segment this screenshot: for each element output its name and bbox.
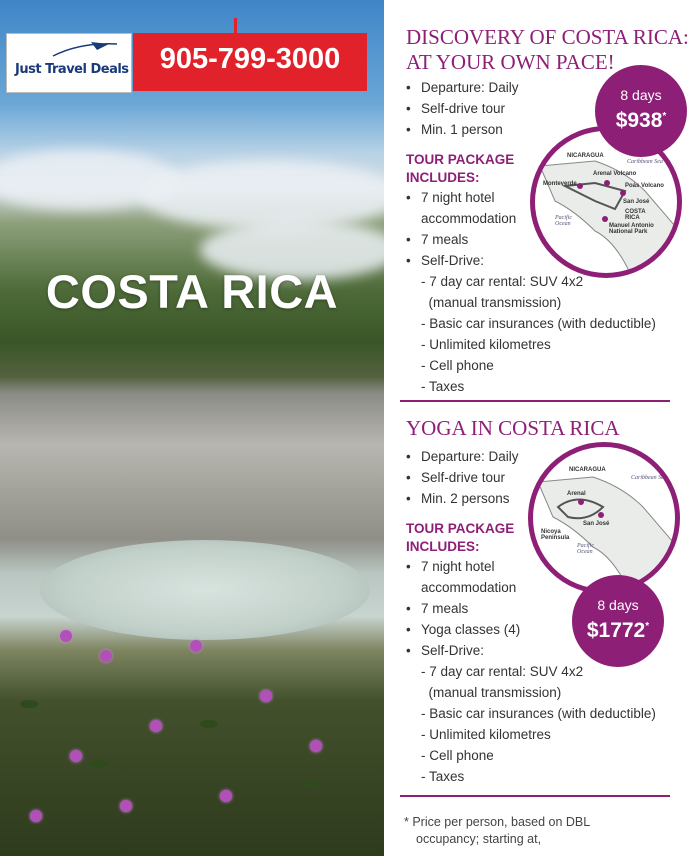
tour2-includes-heading [406, 520, 514, 556]
list-item: • Self-drive tour [406, 467, 519, 488]
list-item: • Min. 2 persons [406, 488, 519, 509]
map-label: COSTA RICA [625, 209, 646, 221]
list-item: • Yoga classes (4) [406, 619, 656, 640]
list-item: • Departure: Daily [406, 77, 519, 98]
list-item: - Taxes [421, 379, 465, 394]
leaf [300, 780, 318, 788]
list-item: - Basic car insurances (with deductible) [421, 316, 656, 331]
leaf [200, 720, 218, 728]
list-item: • 7 meals [406, 598, 656, 619]
list-item: • Self-Drive: [406, 250, 656, 271]
flower [150, 720, 162, 732]
flower [30, 810, 42, 822]
list-item: • 7 meals [406, 229, 656, 250]
tour1-title-line2: AT YOUR OWN PACE! [406, 50, 615, 74]
flower [120, 800, 132, 812]
header-accent-line [234, 18, 237, 34]
leaf [20, 700, 38, 708]
flower [220, 790, 232, 802]
includes-line2: INCLUDES: [406, 539, 480, 554]
includes-line2: INCLUDES: [406, 170, 480, 185]
map-label: Manuel Antonio National Park [609, 223, 654, 235]
map-label: Arenal [567, 491, 586, 497]
cloud [140, 160, 384, 230]
tour2-bullets [406, 446, 519, 509]
list-item: - Taxes [421, 769, 465, 784]
section-divider [400, 795, 670, 797]
list-item: - 7 day car rental: SUV 4x2 (manual transmission) [421, 274, 584, 310]
map-label: San José [623, 199, 650, 205]
price-value: $1772* [586, 619, 650, 642]
flower [260, 690, 272, 702]
section-divider [400, 400, 670, 402]
map-label: Monteverde [543, 181, 577, 187]
list-item: - Basic car insurances (with deductible) [421, 706, 656, 721]
phone-banner[interactable] [133, 33, 367, 91]
tour1-includes-heading [406, 151, 514, 187]
flower [100, 650, 112, 662]
map-label: Pacific Ocean [577, 543, 594, 555]
map-label: San José [583, 521, 610, 527]
list-item: - Cell phone [421, 358, 494, 373]
tour1-title-line1: DISCOVERY OF COSTA RICA: [406, 25, 689, 49]
includes-line1: TOUR PACKAGE [406, 521, 515, 536]
list-item: • 7 night hotel accommodation [406, 556, 656, 598]
map-label: Caribbean Sea [627, 159, 663, 165]
flower [60, 630, 72, 642]
footnote [404, 814, 664, 848]
hero-title: COSTA RICA [45, 265, 339, 318]
map-label: Arenal Volcano [593, 171, 637, 177]
leaf [90, 760, 108, 768]
list-item: • Departure: Daily [406, 446, 519, 467]
price-days: 8 days [597, 597, 639, 613]
tour2-price-badge [572, 575, 664, 667]
map-label: NICARAGUA [567, 153, 604, 159]
logo-text: Just Travel Deals [15, 62, 129, 77]
footnote-line2: occupancy; starting at, [416, 832, 542, 846]
list-item: - Unlimited kilometres [421, 727, 551, 742]
list-item: - 7 day car rental: SUV 4x2 (manual transmission) [421, 664, 584, 700]
tour2-map [528, 442, 680, 594]
flower [190, 640, 202, 652]
list-item: • Self-drive tour [406, 98, 519, 119]
includes-line1: TOUR PACKAGE [406, 152, 515, 167]
map-label: Caribbean Sea [631, 475, 667, 481]
airplane-icon [51, 38, 121, 62]
tour2-title: YOGA IN COSTA RICA [406, 416, 620, 440]
list-item: • Self-Drive: [406, 640, 656, 661]
crater-lake [40, 540, 370, 640]
flower [70, 750, 82, 762]
list-item: - Unlimited kilometres [421, 337, 551, 352]
price-days: 8 days [620, 87, 662, 103]
map-label: Nicoya Peninsula [541, 529, 570, 541]
footnote-line1: * Price per person, based on DBL [404, 815, 591, 829]
tour1-price-badge [595, 65, 687, 157]
list-item: - Cell phone [421, 748, 494, 763]
flower [310, 740, 322, 752]
map-label: Poás Volcano [625, 183, 664, 189]
list-item: • Min. 1 person [406, 119, 519, 140]
price-value: $938* [615, 109, 667, 132]
map-label: Pacific Ocean [555, 215, 572, 227]
logo[interactable] [6, 33, 132, 93]
map-label: NICARAGUA [569, 467, 606, 473]
phone-number[interactable]: 905-799-3000 [159, 43, 341, 75]
list-item: • 7 night hotel accommodation [406, 187, 656, 229]
tour1-bullets [406, 77, 519, 140]
